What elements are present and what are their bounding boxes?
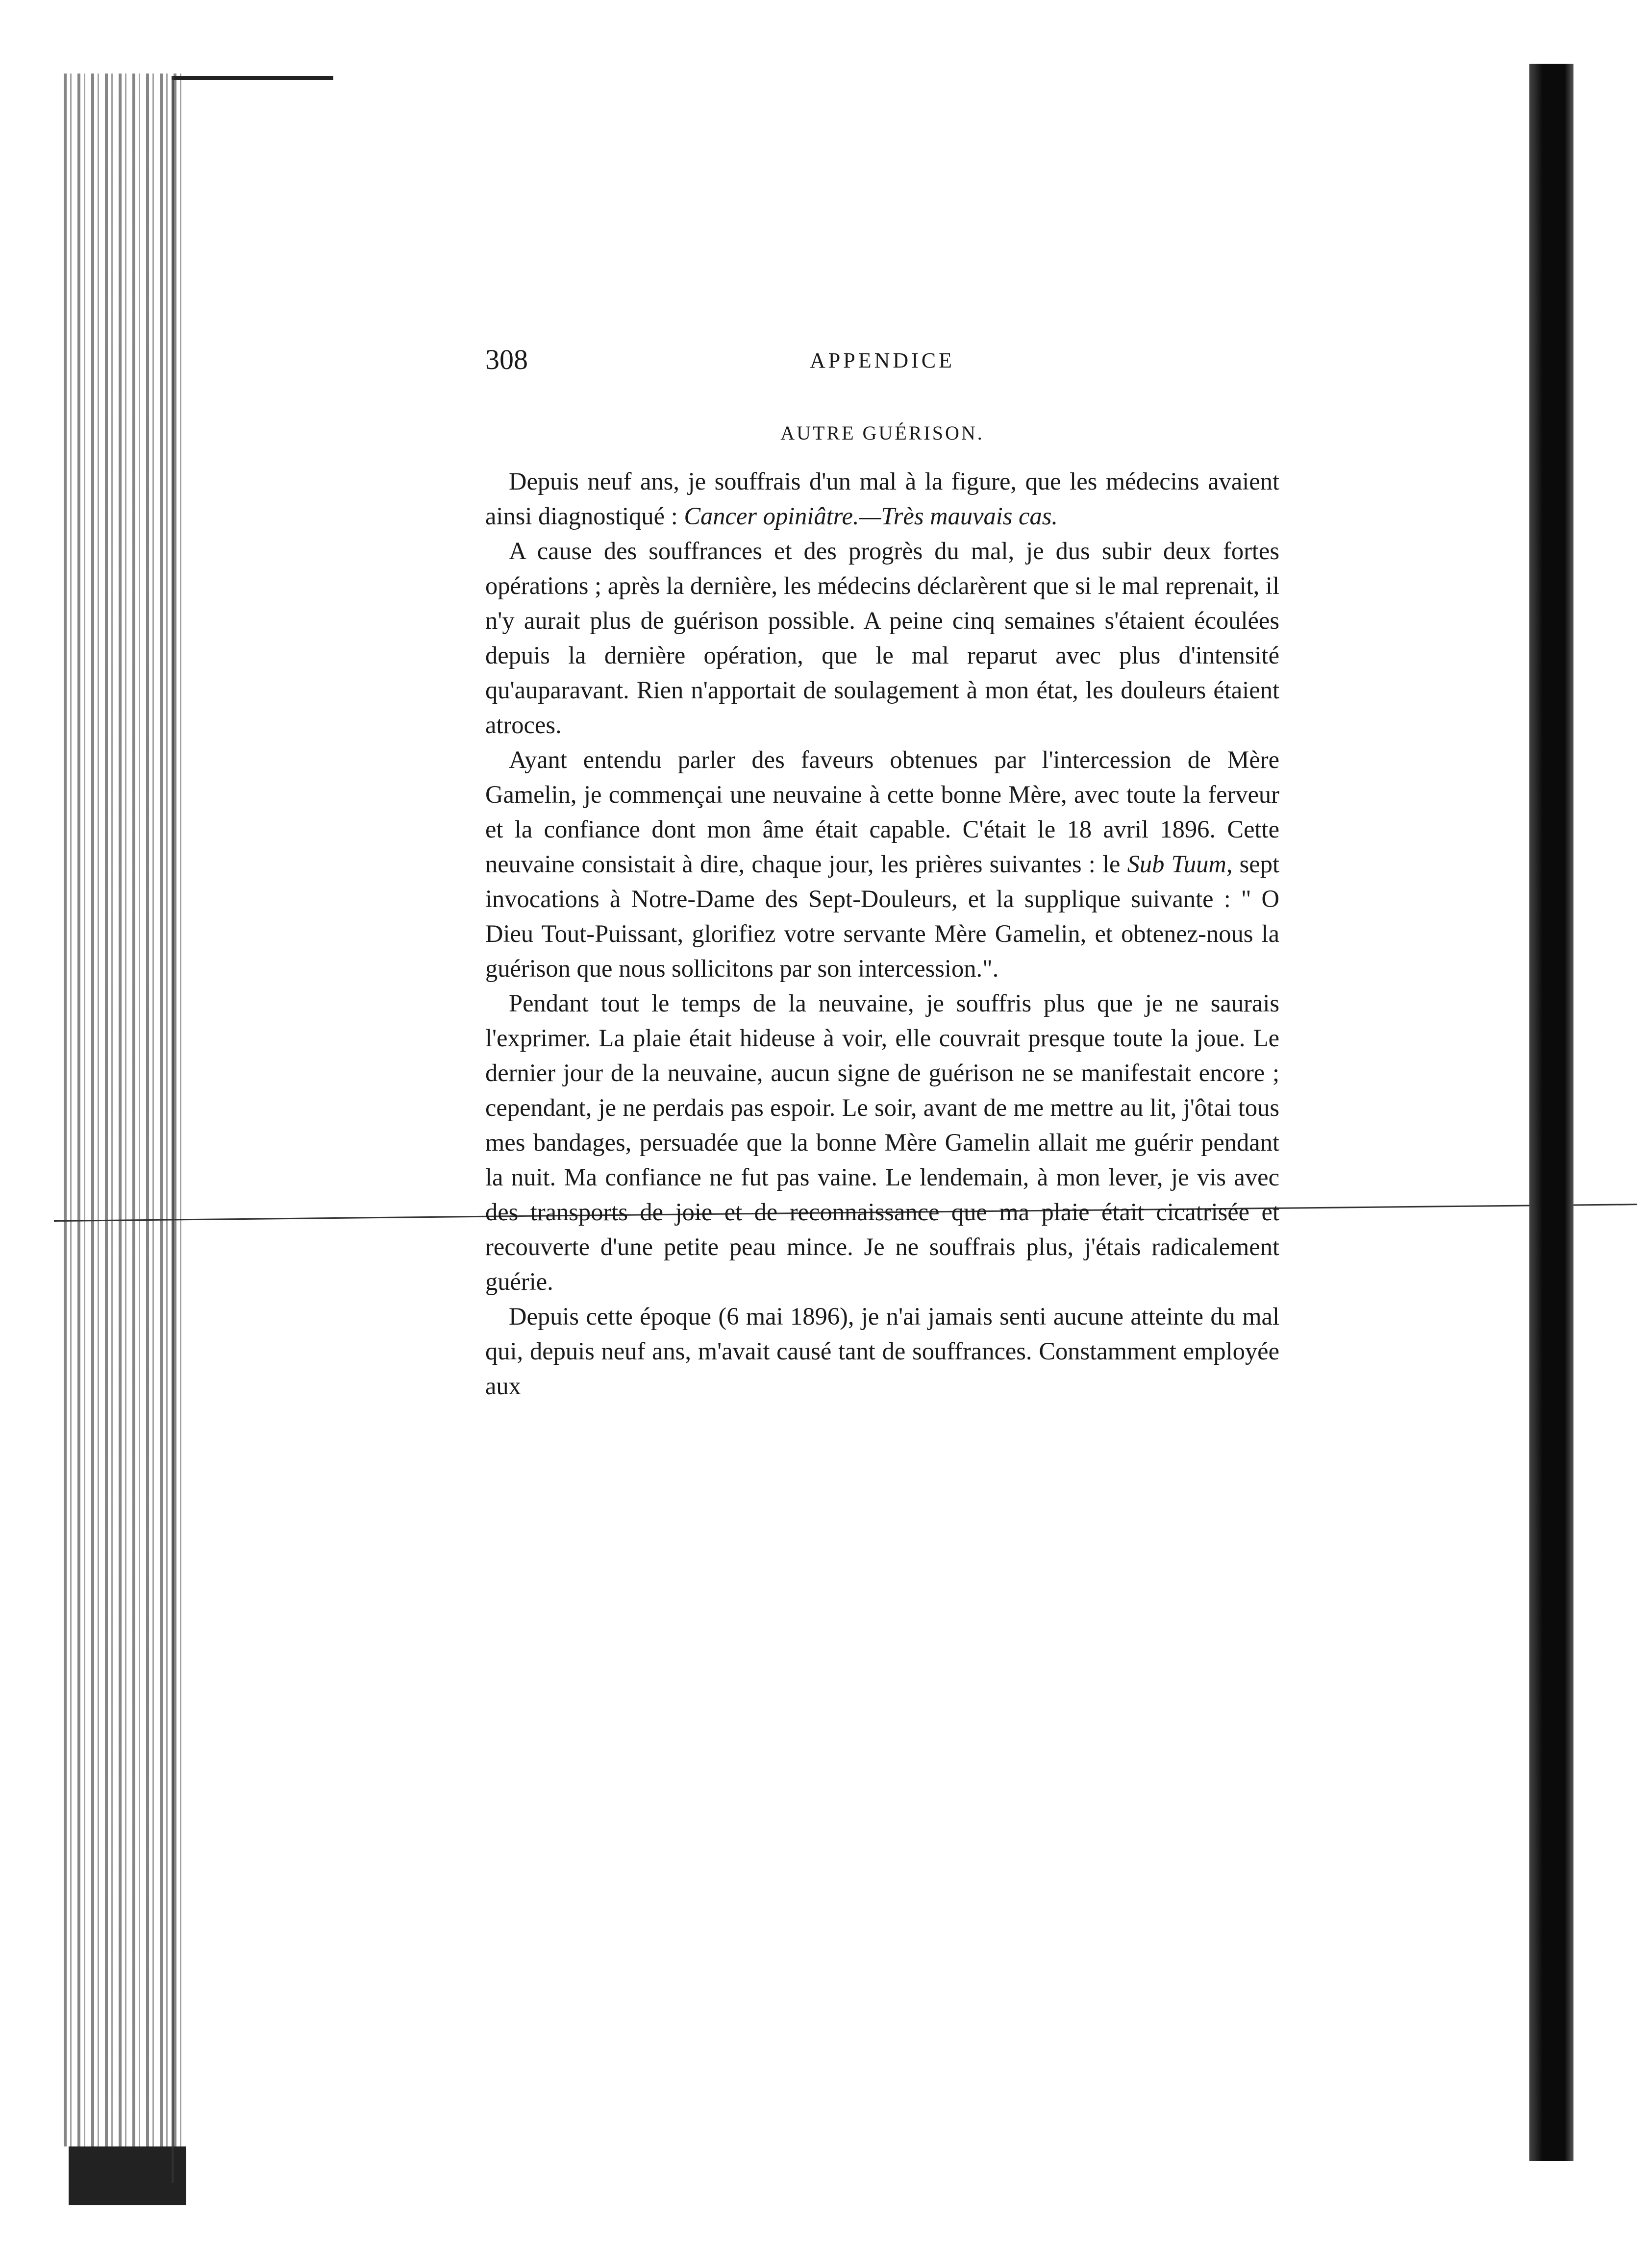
scan-edge-left-bottom <box>69 2146 186 2205</box>
book-page <box>485 343 1279 1404</box>
paragraph-1 <box>485 464 1279 534</box>
page-number: 308 <box>485 344 528 375</box>
page-crease-top <box>172 76 333 80</box>
paragraph-text: Depuis neuf ans, je souffrais d'un mal à la figure, que les médecins avaient ainsi diagnostiqué : <box>485 468 1279 530</box>
running-title: APPENDICE <box>809 348 955 372</box>
paragraph-3 <box>485 742 1279 986</box>
paragraph-4 <box>485 986 1279 1299</box>
running-head <box>485 343 1279 387</box>
scan-edge-right <box>1529 64 1573 2161</box>
paragraph-text: , sept invocations à Notre-Dame des Sept-Douleurs, et la supplique suivante : " O Dieu Tout-Puissant, glorifiez votre servante Mère Gamelin, et obtenez-nous la guérison que nous sollicitons par son intercession.". <box>485 850 1279 982</box>
paragraph-text: Pendant tout le temps de la neuvaine, je souffris plus que je ne saurais l'exprimer. La plaie était hideuse à voir, elle couvrait presque toute la joue. Le dernier jour de la neuvaine, aucun signe de guérison ne se manifestait encore ; cependant, je ne perdais pas espoir. Le soir, avant de me mettre au lit, j'ôtai tous mes bandages, persuadée que la bonne Mère Gamelin allait me guérir pendant la nuit. Ma confiance ne fut pas vaine. Le lendemain, à mon lever, je vis avec des transports de joie et de reconnaissance que ma plaie était cicatrisée et recouverte d'une petite peau mince. Je ne souffrais plus, j'étais radicalement guérie. <box>485 989 1279 1295</box>
page-crease-vertical <box>172 76 174 2183</box>
paragraph-italic: Cancer opiniâtre.—Très mauvais cas. <box>684 502 1058 530</box>
paragraph-italic: Sub Tuum <box>1127 850 1226 878</box>
paragraph-text: Ayant entendu parler des faveurs obtenues par l'intercession de Mère Gamelin, je commençai une neuvaine à cette bonne Mère, avec toute la ferveur et la confiance dont mon âme était capable. C'était le 18 avril 1896. Cette neuvaine consistait à dire, chaque jour, les prières suivantes : le <box>485 746 1279 878</box>
paragraph-2 <box>485 534 1279 742</box>
paragraph-text: Depuis cette époque (6 mai 1896), je n'ai jamais senti aucune atteinte du mal qui, depuis neuf ans, m'avait causé tant de souffrances. Constamment employée aux <box>485 1303 1279 1400</box>
paragraph-text: A cause des souffrances et des progrès du mal, je dus subir deux fortes opérations ; après la dernière, les médecins déclarèrent que si le mal reprenait, il n'y aurait plus de guérison possible. A peine cinq semaines s'étaient écoulées depuis la dernière opération, que le mal reparut avec plus d'intensité qu'auparavant. Rien n'apportait de soulagement à mon état, les douleurs étaient atroces. <box>485 537 1279 739</box>
paragraph-5 <box>485 1299 1279 1404</box>
scan-edge-left <box>64 74 181 2146</box>
section-title: AUTRE GUÉRISON. <box>780 422 984 444</box>
